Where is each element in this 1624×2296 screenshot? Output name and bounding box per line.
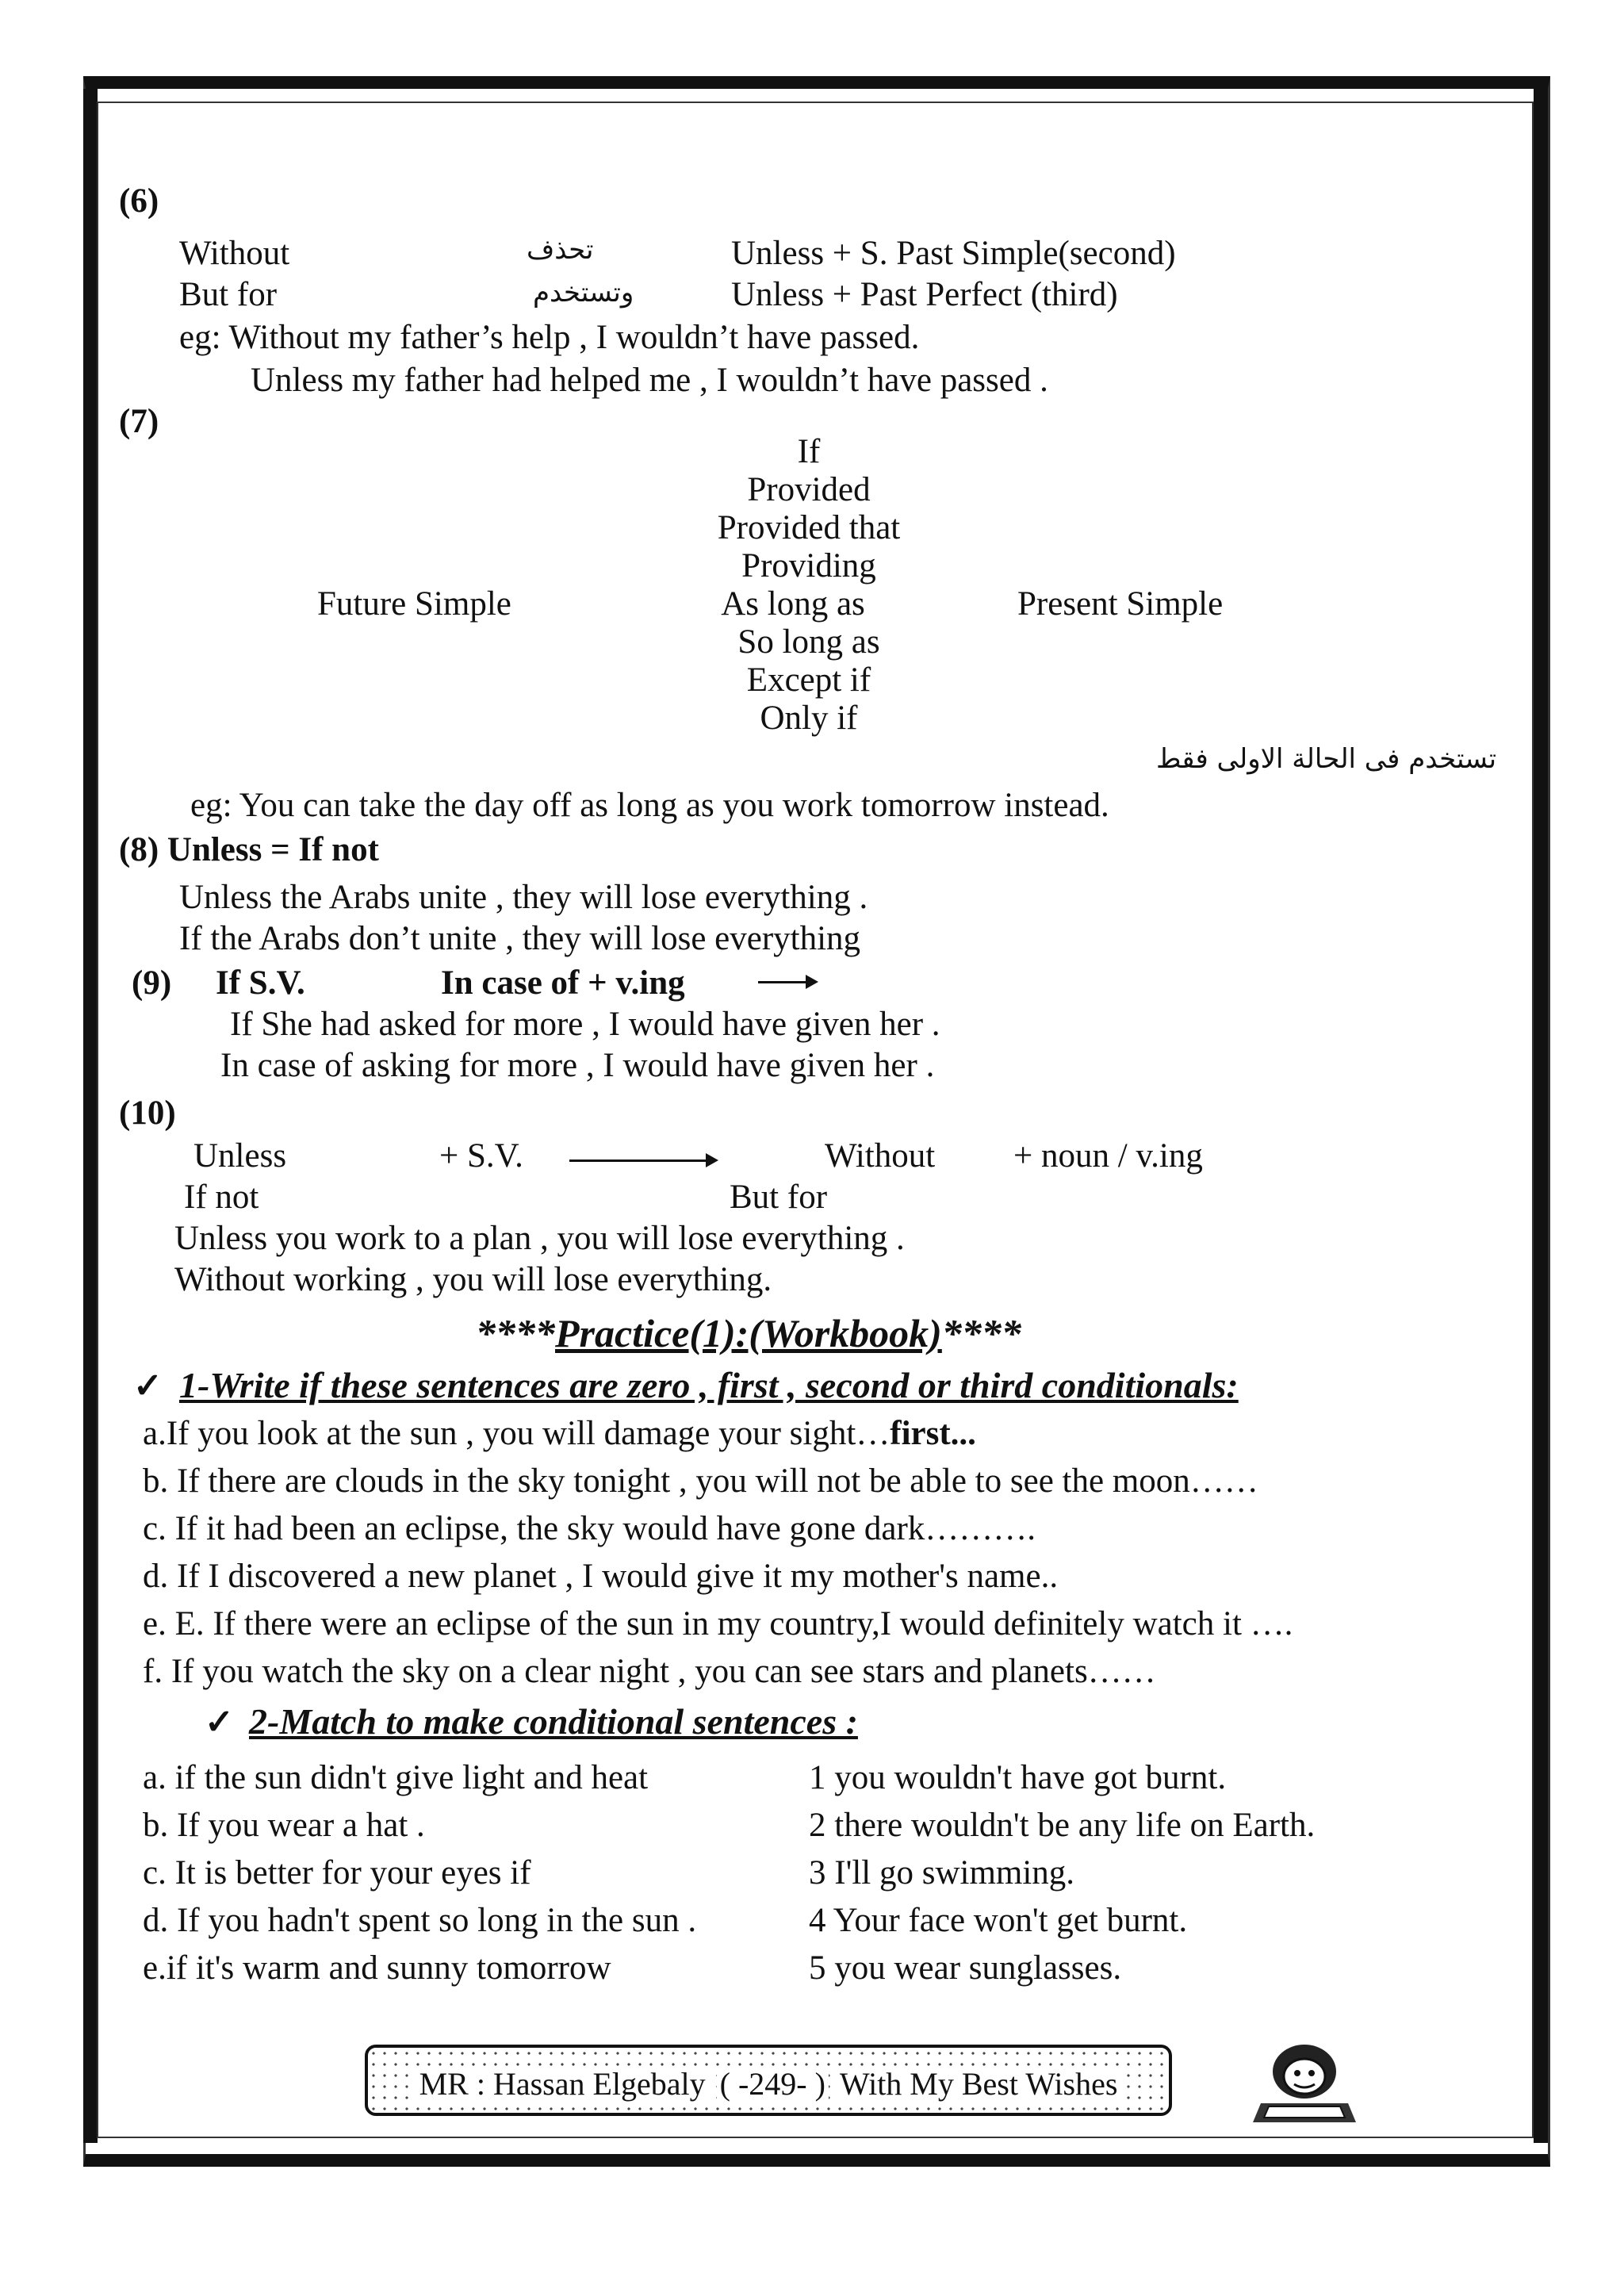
frame-bar-right: [1534, 89, 1548, 2143]
exercise-2-title: 2-Match to make conditional sentences :: [249, 1701, 858, 1742]
sec6-arabic-use: وتستخدم: [533, 277, 634, 309]
sec9-if-sv: If S.V.: [216, 964, 305, 1002]
match-right-item: 1 you wouldn't have got burnt.: [809, 1759, 1227, 1796]
sec8-line-2: If the Arabs don’t unite , they will lose everything: [179, 920, 861, 957]
match-right-item: 5 you wear sunglasses.: [809, 1949, 1122, 1987]
match-left-item: c. It is better for your eyes if: [143, 1854, 531, 1892]
author-caricature-icon: [1245, 2030, 1364, 2125]
sec6-without: Without: [179, 235, 290, 272]
sec10-sv: + S.V.: [439, 1137, 523, 1175]
practice-heading: [476, 1313, 1021, 1353]
sec10-line-1: Unless you work to a plan , you will lose everything .: [174, 1220, 905, 1257]
section-8-title: (8) Unless = If not: [119, 831, 379, 868]
exercise-1-checkmark-icon: ✓: [133, 1366, 163, 1405]
section-7-number: (7): [119, 403, 159, 440]
sec10-noun-ving: + noun / v.ing: [1013, 1137, 1203, 1175]
conj-so-long-as: So long as: [737, 623, 880, 661]
exercise-1-title: 1-Write if these sentences are zero , first , second or third conditionals:: [179, 1365, 1239, 1405]
sec6-example-2: Unless my father had helped me , I wouldn’t have passed .: [251, 362, 1048, 399]
exercise-1-item: a.If you look at the sun , you will damage your sight…first...: [143, 1415, 976, 1452]
sec6-unless-second: Unless + S. Past Simple(second): [731, 235, 1176, 272]
conj-if: If: [797, 433, 821, 470]
sec9-line-1: If She had asked for more , I would have given her .: [230, 1006, 940, 1043]
exercise-1-item: b. If there are clouds in the sky tonight , you will not be able to see the moon……: [143, 1462, 1258, 1500]
conj-as-long-as: As long as: [721, 585, 865, 623]
match-right-item: 2 there wouldn't be any life on Earth.: [809, 1807, 1316, 1844]
section-6-number: (6): [119, 182, 159, 220]
answer-first: first...: [890, 1415, 976, 1452]
stars-right: ****: [941, 1311, 1021, 1355]
sec6-but-for: But for: [179, 276, 278, 313]
match-left-item: b. If you wear a hat .: [143, 1807, 425, 1844]
sec9-arrow-icon: [758, 981, 815, 983]
sec10-without: Without: [825, 1137, 936, 1175]
page-number: ( -249- ): [717, 2066, 829, 2102]
exercise-1-item: d. If I discovered a new planet , I would give it my mother's name..: [143, 1558, 1059, 1595]
frame-bar-left: [83, 89, 98, 2143]
conj-except-if: Except if: [746, 661, 871, 699]
footer-wishes: With My Best Wishes: [837, 2066, 1121, 2102]
match-left-item: a. if the sun didn't give light and heat: [143, 1759, 649, 1796]
match-left-item: e.if it's warm and sunny tomorrow: [143, 1949, 611, 1987]
footer-box: [365, 2045, 1172, 2116]
sec10-line-2: Without working , you will lose everything.: [174, 1261, 772, 1298]
exercise-2-checkmark-icon: ✓: [205, 1703, 234, 1742]
match-left-item: d. If you hadn't spent so long in the sun .: [143, 1902, 697, 1939]
sec10-if-not: If not: [184, 1179, 259, 1216]
sec10-but-for: But for: [730, 1179, 828, 1216]
sec7-present-simple: Present Simple: [1017, 585, 1224, 623]
sec7-future-simple: Future Simple: [317, 585, 511, 623]
section-10-number: (10): [119, 1094, 176, 1132]
conj-only-if: Only if: [760, 700, 858, 737]
match-right-item: 3 I'll go swimming.: [809, 1854, 1075, 1892]
section-9-number: (9): [132, 964, 172, 1002]
sec7-arabic-note: تستخدم فى الحالة الاولى فقط: [1156, 743, 1497, 775]
conj-provided-that: Provided that: [717, 509, 901, 546]
sec6-unless-third: Unless + Past Perfect (third): [731, 276, 1118, 313]
sec6-example-1: eg: Without my father’s help , I wouldn’t have passed.: [179, 319, 920, 356]
sec9-line-2: In case of asking for more , I would have given her .: [220, 1047, 935, 1084]
practice-title: Practice(1):(Workbook): [555, 1311, 942, 1355]
sec7-example: eg: You can take the day off as long as you work tomorrow instead.: [190, 787, 1109, 824]
sec10-arrow-icon: [569, 1159, 715, 1162]
footer-author: MR : Hassan Elgebaly: [416, 2066, 709, 2102]
sec8-line-1: Unless the Arabs unite , they will lose everything .: [179, 879, 868, 916]
conj-provided: Provided: [747, 471, 871, 508]
sec9-in-case-of: In case of + v.ing: [441, 964, 685, 1002]
exercise-1-item: f. If you watch the sky on a clear night , you can see stars and planets……: [143, 1653, 1156, 1690]
conj-providing: Providing: [741, 547, 876, 585]
stars-left: ****: [476, 1311, 555, 1355]
exercise-1-item: c. If it had been an eclipse, the sky would have gone dark……….: [143, 1510, 1036, 1547]
footer-text: [368, 2065, 1169, 2102]
sec10-unless: Unless: [193, 1137, 287, 1175]
exercise-1-item: e. E. If there were an eclipse of the sun in my country,I would definitely watch it ….: [143, 1605, 1293, 1642]
match-right-item: 4 Your face won't get burnt.: [809, 1902, 1188, 1939]
sec6-arabic-delete: تحذف: [527, 234, 594, 266]
